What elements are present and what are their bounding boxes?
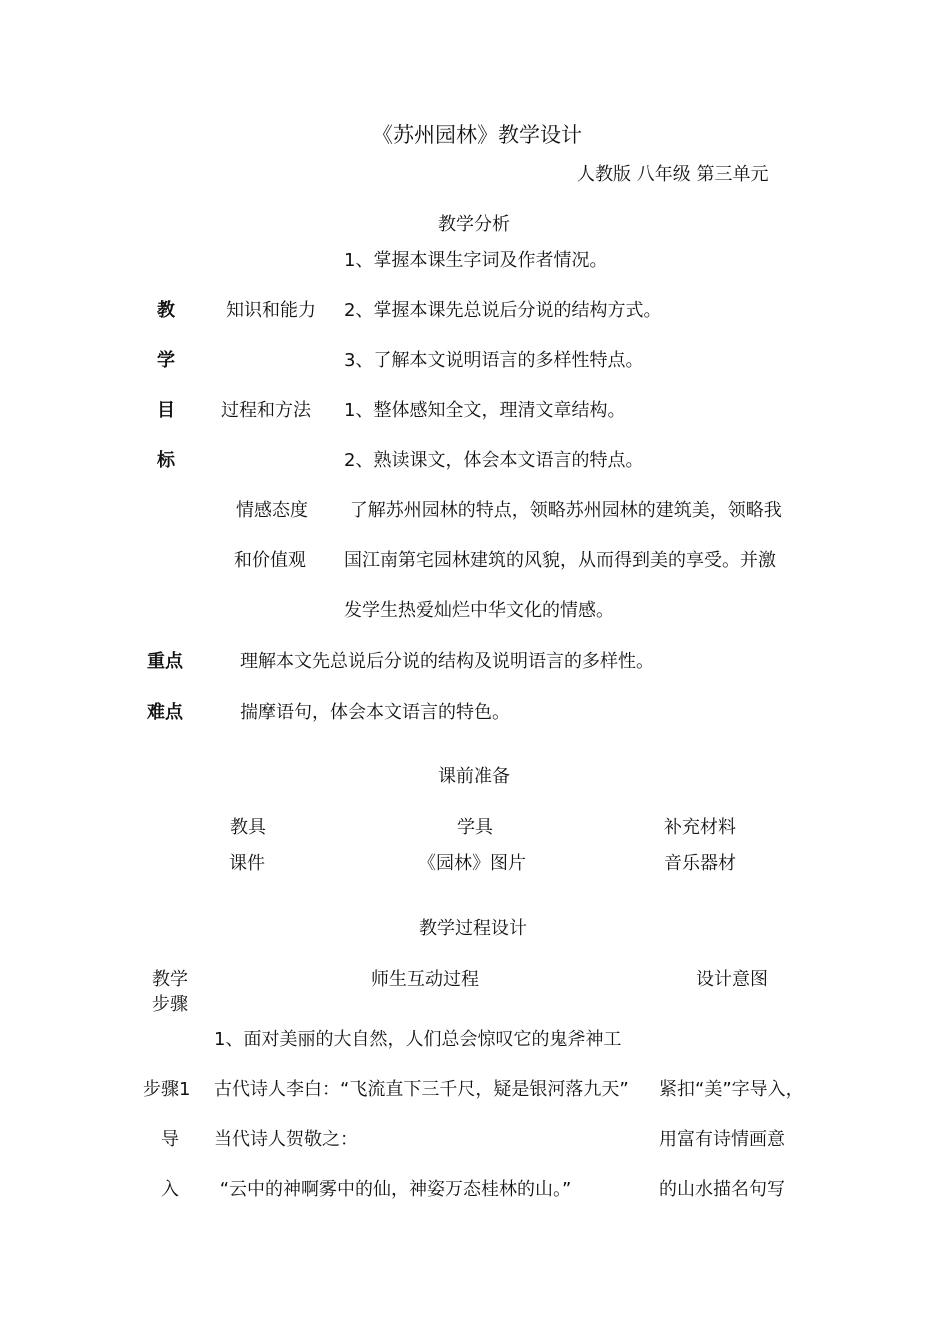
emotion-label-line-2: 和价值观 <box>234 550 306 571</box>
step-name-char-2: 入 <box>161 1179 179 1200</box>
process-heading: 教学过程设计 <box>419 918 527 939</box>
col-header-interaction: 师生互动过程 <box>371 969 479 990</box>
key-point-text: 理解本文先总说后分说的结构及说明语言的多样性。 <box>240 651 654 672</box>
emotion-text-line-1: 了解苏州园林的特点，领略苏州园林的建筑美，领略我 <box>344 500 782 521</box>
prep-header-learning-aids: 学具 <box>457 817 493 838</box>
col-header-step-line-1: 教学 <box>152 969 188 990</box>
goals-char-4: 标 <box>157 450 175 471</box>
prep-value-learning-aids: 《园林》图片 <box>418 853 526 874</box>
step-label: 步骤1 <box>143 1079 191 1100</box>
prep-value-supplementary: 音乐器材 <box>664 853 736 874</box>
process-item-1: 1、整体感知全文，理清文章结构。 <box>344 400 626 421</box>
prep-header-teaching-aids: 教具 <box>230 817 266 838</box>
prep-value-teaching-aids: 课件 <box>229 853 265 874</box>
prep-header-supplementary: 补充材料 <box>664 817 736 838</box>
analysis-heading: 教学分析 <box>438 214 510 235</box>
interaction-line-3: 当代诗人贺敬之： <box>214 1129 358 1150</box>
emotion-label-line-1: 情感态度 <box>236 500 308 521</box>
document-subtitle: 人教版 八年级 第三单元 <box>577 164 769 185</box>
interaction-line-4: “云中的神啊雾中的仙，神姿万态桂林的山。” <box>214 1179 572 1200</box>
goals-char-2: 学 <box>157 350 175 371</box>
goals-char-1: 教 <box>157 300 175 321</box>
col-header-step-line-2: 步骤 <box>152 994 188 1015</box>
goals-char-3: 目 <box>157 400 175 421</box>
key-point-label: 重点 <box>147 651 183 672</box>
process-item-2: 2、熟读课文，体会本文语言的特点。 <box>344 450 644 471</box>
step-name-char-1: 导 <box>161 1129 179 1150</box>
knowledge-item-1: 1、掌握本课生字词及作者情况。 <box>344 250 608 271</box>
intent-line-1: 紧扣“美”字导入， <box>659 1079 804 1100</box>
intent-line-2: 用富有诗情画意 <box>659 1129 785 1150</box>
intent-line-3: 的山水描名句写 <box>659 1179 785 1200</box>
knowledge-item-2: 2、掌握本课先总说后分说的结构方式。 <box>344 300 662 321</box>
document-title: 《苏州园林》教学设计 <box>372 123 582 147</box>
difficulty-text: 揣摩语句，体会本文语言的特色。 <box>240 702 510 723</box>
difficulty-label: 难点 <box>147 702 183 723</box>
interaction-line-2: 古代诗人李白：“飞流直下三千尺，疑是银河落九天” <box>214 1079 629 1100</box>
emotion-text-line-3: 发学生热爱灿烂中华文化的情感。 <box>344 600 614 621</box>
process-method-label: 过程和方法 <box>221 400 311 421</box>
interaction-line-1: 1、面对美丽的大自然，人们总会惊叹它的鬼斧神工 <box>214 1029 622 1050</box>
knowledge-item-3: 3、了解本文说明语言的多样性特点。 <box>344 350 644 371</box>
prep-heading: 课前准备 <box>438 766 510 787</box>
col-header-intent: 设计意图 <box>696 969 768 990</box>
emotion-text-line-2: 国江南第宅园林建筑的风貌，从而得到美的享受。并激 <box>344 550 776 571</box>
knowledge-label: 知识和能力 <box>226 300 316 321</box>
